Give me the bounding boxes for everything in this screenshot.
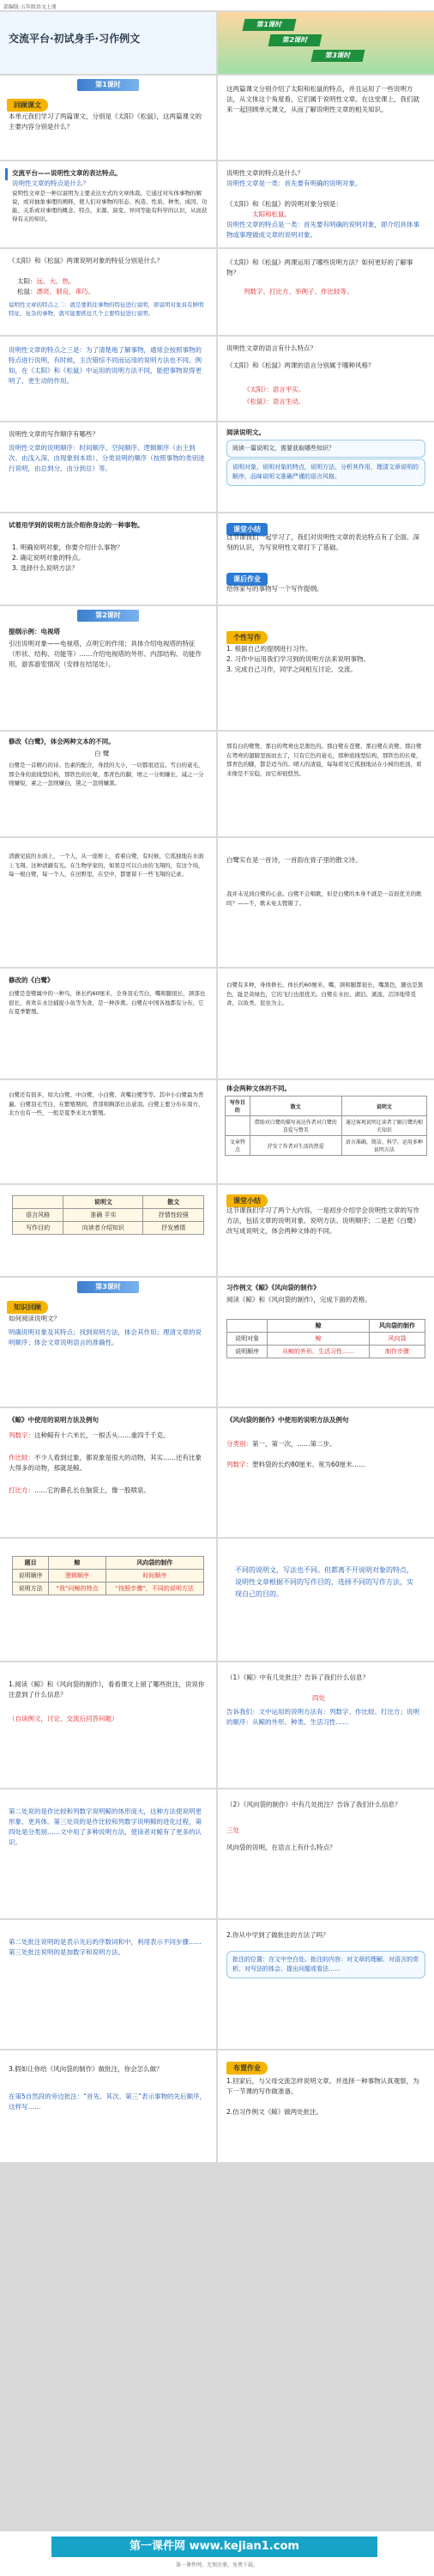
whale-notes-count: 四处 — [312, 1694, 325, 1702]
slide-knowledge — [0, 1278, 216, 1406]
homework-item-1: 1.回家后，与父母交流怎样说明文章。并选择一种事物认真观察，为下一节课的写作做准备。 — [226, 2077, 419, 2095]
cover-slide — [0, 12, 216, 74]
compare-title: 体会两种文体的不同。 — [226, 1084, 291, 1092]
whale-method-3: 打比方：……它的鼻孔长在脑袋上，像一股喷泉。 — [9, 1486, 150, 1494]
slide-compare-table — [218, 1080, 434, 1183]
slide-feature3 — [0, 337, 216, 421]
slide-egret2 — [0, 838, 216, 967]
slide-methods — [218, 249, 434, 335]
tag-homework: 课后作业 — [226, 573, 268, 586]
exchange-right-a3: 说明性文章的特点是一类：首先要有明确的说明对象，即介绍具体事物或事理做成文章的说明对象。 — [226, 221, 419, 239]
whale-methods-title: 《鲸》中使用的说明方法及例句 — [9, 1416, 99, 1424]
summary2-text: 这节课我们学习了两个大内容，一是初步介绍学会说明性文章的写作方法，包括文章的说明对象、说明方法、说明顺序；二是把《白鹭》改写成说明文，体会两种文体的不同。 — [226, 1206, 419, 1235]
examples-q: 阅读《鲸》和《风向袋的制作》，完成下面的表格。 — [226, 1296, 371, 1303]
compare-left: 白鹭还有很多，如大白鹭、中白鹭、小白鹭、黄嘴白鹭等等。其中小白鹭最为普遍。白鹭羽毛雪白，在繁殖期间，背部和胸部长出蓑羽。白鹭主要分布在南方，北方也有一些，一般是夏季来北方繁殖。 — [9, 1091, 204, 1116]
revised-body: 白鹭是苍鹭属中的一种鸟，体长约60厘米，全身羽毛雪白，嘴和腿很长，颈部也很长，喜欢在水边捕捉小鱼等为食，是一种涉禽。白鹭在中国各地都有分布，它在夏季繁殖。 — [9, 990, 206, 1015]
sun-lang: 语言平实。 — [272, 386, 305, 393]
windsock-notes-q: （2）《风向袋的制作》中有几处批注？告诉了我们什么信息？ — [226, 1801, 401, 1808]
egret2-right-a: 我并未见到白鹭的心意。白鹭不会唱歌，但是白鹭的本身不就是一首很优美的歌吗？——不，歌未免太铿锵了。 — [226, 890, 422, 907]
ribbon-lesson-2: 第2课时 — [268, 34, 322, 46]
annotation-q: 1.阅读《鲸》和《风向袋的制作》，看看课文上留了哪些批注，说说你注意到了什么信息？ — [9, 1680, 205, 1698]
slide-features — [0, 249, 216, 335]
lesson-banner-2: 第2课时 — [77, 610, 139, 622]
slide-revised-right — [218, 969, 434, 1078]
slide-egret — [0, 732, 216, 836]
practice-item-2: 2. 确定说明对象的特点。 — [12, 554, 85, 562]
knowledge-q: 如何阅读说明文？ — [9, 1315, 60, 1322]
tag-knowledge: 知识回顾 — [7, 1301, 48, 1314]
slide-annotation-q — [0, 1662, 216, 1788]
revised-right: 白鹭有多种，身体修长。体长约60厘米，嘴、颈和腿都很长，嘴黑色，腿也是黑色，趾是黄绿色，它的飞行也很优美。白鹭在水田、湖泊、溪流、沼泽地带觅食，以鱼类、昆虫为主。 — [226, 981, 424, 1006]
try-notes-q: 3.假如让你给《风向袋的制作》做批注，你会怎么做？ — [9, 2065, 163, 2073]
slide-note-method — [218, 1920, 434, 2049]
reading-a: 说明对象，说明对象的特点，说明方法、分析其作用，理清文章说明的顺序，品味说明文准确严谨的语言风格。 — [226, 459, 425, 486]
windsock-notes-b: 风向袋的说明，在语言上有什么特点？ — [226, 1844, 336, 1851]
header-label: 部编版·五年级语文上册 — [0, 0, 434, 10]
sun-features: 远、大、热。 — [36, 277, 75, 285]
language-q: 说明性文章的语言有什么特点？ — [226, 344, 316, 352]
egret-title: 修改《白鹭》，体会两种文本的不同。 — [9, 738, 115, 745]
compare-table: 写作目的 散文 说明文 借助对白鹭的描写表达作者对白鹭的喜爱与赞美 通过客观说明让读者了解白鹭的相关知识 文章特点 抒发了作者对生活的热爱 语言准确、简洁、科学，运用多种说明方法 — [225, 1096, 427, 1156]
slide-whale-methods — [0, 1408, 216, 1537]
tag-review: 回顾课文 — [7, 99, 48, 112]
knowledge-body: 明确说明对象及其特点；找到说明方法，体会其作用；理清文章的说明顺序；体会文章说明语言的准确性。 — [9, 1328, 202, 1346]
egret-right: 那有白的鹭鸶，那白的鸳鸯也是黑色的。那白鹭在苍鹭、那白鹭在黄鹭、那白鹭在鸳鸯的翅膀里面而去了，只有它色的蓑毛，那种流线型结构，那铁色的长喙，那青色的脚，都是适当的。晴天的清晨，每每看见它孤独地站在小树的绝顶，看来像是不安稳，而它却很悠然。 — [226, 743, 422, 777]
exchange-right-a1: 说明性文章是一类：首先要有明确的说明对象。 — [226, 179, 362, 187]
style-table: 说明文 散文 语言风格 准确 平实 抒情性较强 写作目的 向读者介绍知识 抒发感情 — [12, 1195, 204, 1235]
writing-item-1: 1. 根据自己的提纲进行习作。 — [226, 645, 312, 653]
whale-method-1: 列数字：这种鲸有十六米长，一根舌头……重四千千克。 — [9, 1431, 170, 1439]
squirrel-lang-label: 《松鼠》： — [244, 398, 273, 405]
methods-answer: 列数字、打比方、举例子、作比较等。 — [244, 288, 353, 295]
exchange-title: 交流平台——说明性文章的表达特点。 — [12, 169, 122, 177]
summary1-text: 这节课我们一起学习了，我们对说明性文章的表达特点有了全面、深刻的认识，为写说明性文章打下了基础。 — [226, 533, 419, 551]
title-bar — [5, 168, 8, 180]
cover-ribbons-slide — [218, 12, 434, 74]
practice-q: 试着用学到的说明方法介绍你身边的一种事物。 — [9, 521, 144, 529]
order-table: 题目 鲸 风向袋的制作 说明顺序 逻辑顺序 时间顺序 说明方法 “我”问鲸的特点 “按照步骤”，不同的说明方法 — [12, 1556, 204, 1595]
methods-q: 《太阳》和《松鼠》两课运用了哪些说明方法？如何更好的了解事物？ — [226, 258, 413, 276]
order-body: 说明性文章的说明顺序：时间顺序、空间顺序、逻辑顺序（由主到次、由浅入深、由现象到本质）、分类说明的顺序（按照事物的类别进行说明，由总到分、由分到总）等。 — [9, 444, 205, 472]
lesson-banner-3: 第3课时 — [77, 1281, 139, 1293]
outline-title: 提纲示例：电视塔 — [9, 628, 60, 635]
feature3-body: 说明性文章的特点之三是：为了清楚地了解事物，通常会按照事物的特点进行说明，有时候，主次错综不同而运用的说明方法也不同。例如，在《太阳》和《松鼠》中运用的说明方法不同，能把事物说得更明了、更生动的作用。 — [9, 346, 202, 385]
squirrel-label: 松鼠： — [17, 288, 37, 295]
language-a: 《太阳》和《松鼠》两课的语言分别属于哪种风格？ — [226, 361, 375, 369]
practice-item-1: 1. 明确说明对象，你要介绍什么事物？ — [12, 544, 124, 551]
notes-detail-2: 第二处批注说明的是表示先后的序数词和中，利用表示不同步骤……第三处批注说明的是加数字和说明方法。 — [9, 1938, 202, 1956]
tag-summary-2: 课堂小结 — [226, 1194, 268, 1207]
slide-egret-right — [218, 732, 434, 836]
slide-notes-detail-2 — [0, 1920, 216, 2049]
features-body: 说明性文章的特点之二：就是要抓住事物的特征进行说明，即说明对象具有鲜明特征，复杂的事物，就可能要抓住几个主要特征进行说明。 — [9, 301, 204, 317]
tag-homework-2: 布置作业 — [226, 2062, 268, 2075]
exchange-right-a2: 《太阳》和《松鼠》的说明对象分别是： — [226, 200, 342, 208]
slide-order-table — [0, 1539, 216, 1661]
writing-item-3: 3. 完成自己习作，同学之间相互讨论、交流。 — [226, 665, 358, 673]
slide-notes-detail — [0, 1789, 216, 1918]
slide-summary2 — [218, 1185, 434, 1276]
writing-note: 不同的说明文，写法也不同。但都离不开说明对象的特点，说明性文章根据不同的写作目的，选择不同的写作方法，实现自己的目的。 — [235, 1566, 413, 1598]
windsock-method-2: 列数字：塑料袋的长约80厘米、宽为60厘米…… — [226, 1461, 365, 1468]
practice-item-3: 3. 选择什么说明方法？ — [12, 564, 79, 572]
tag-summary: 课堂小结 — [226, 523, 268, 536]
squirrel-features: 漂亮、驯良、乖巧。 — [36, 288, 94, 295]
slide-practice — [0, 513, 216, 605]
review-right-text: 这两篇课文分别介绍了太阳和松鼠的特点，并且运用了一些说明方法，从文体这个角度看，它们属于说明性文章。在这堂课上，我们就来一起回顾单元课文，从而了解说明性文章的相关知识。 — [226, 85, 419, 113]
slide-examples — [218, 1278, 434, 1406]
whale-method-2: 作比较：不少人看到过象，都说象是很大的动物，其实……还有比象大得多的动物，那就是鲸。 — [9, 1454, 202, 1472]
features-q: 《太阳》和《松鼠》两课说明对象的特征分别是什么？ — [9, 257, 163, 264]
examples-title: 习作例文《鲸》《风向袋的制作》 — [226, 1284, 320, 1291]
egret-subtitle: 白 鹭 — [94, 750, 110, 757]
whale-notes-q: （1）《鲸》中有几处批注？告诉了我们什么信息？ — [226, 1674, 370, 1681]
slide-reading — [218, 422, 434, 512]
egret2-left: 清澈见底的水面上，一个人，从一座桥上，看着白鹭，有时候，它孤独地在水面上飞翔。这种清澈有光。在生物学家的，如果是可以自由的飞翔的，有这个场，每一根白鹭，每一个人，在田野里，在空中，都要留下一些飞翔的记录。 — [9, 853, 204, 878]
slide-windsock-notes — [218, 1789, 434, 1918]
slide-exchange-right — [218, 161, 434, 247]
squirrel-lang: 语言生动。 — [272, 398, 305, 405]
slide-writing-note — [218, 1539, 434, 1661]
footer-caption: 第一课件网，无须注册，免费下载。 — [175, 2562, 258, 2568]
homework1-text: 给你家写的事物写一个写作提纲。 — [226, 585, 323, 592]
review-text: 本单元我们学习了两篇课文，分别是《太阳》《松鼠》，这两篇课文的主要内容分别是什么？ — [9, 112, 202, 131]
slide-egret2-right — [218, 838, 434, 967]
annotation-hint: （自读例文，讨论、交流后回答问题） — [9, 1715, 118, 1722]
slide-writing — [218, 606, 434, 730]
slide-exchange — [0, 161, 216, 247]
reading-q: 阅读一篇说明文，需要获取哪些知识？ — [226, 440, 425, 458]
tag-writing: 个性写作 — [226, 631, 268, 644]
slide-whale-notes — [218, 1662, 434, 1788]
lesson-banner: 第1课时 — [77, 79, 139, 91]
slide-outline — [0, 606, 216, 730]
egret2-right: 白鹭实在是一首诗，一首韵在骨子里的散文诗。 — [226, 856, 362, 864]
slide-order — [0, 422, 216, 512]
examples-table: 鲸 风向袋的制作 说明对象 鲸 风向袋 说明顺序 从鲸的外形、生活习性…… 制作步骤 — [226, 1319, 425, 1358]
exchange-right-q: 说明性文章的特点是什么？ — [226, 169, 304, 177]
ribbon-lesson-3: 第3课时 — [311, 50, 365, 62]
sun-lang-label: 《太阳》： — [244, 386, 273, 393]
slide-revised — [0, 969, 216, 1078]
writing-item-2: 2. 习作中运用我们学习到的说明方法来说明事物。 — [226, 655, 371, 663]
exchange-q: 说明性文章的特点是什么？ — [12, 179, 89, 187]
reading-heading: 阅读说明文。 — [226, 428, 265, 436]
site-logo[interactable]: 第一课件网 www.kejian1.com — [51, 2537, 377, 2557]
egret-body: 白鹭是一首精巧的诗。色素的配合，身段的大小，一切都很适宜。雪白的蓑毛，那全身的流线型结构，那铁色的长喙，那青色的脚，增之一分则嫌长，减之一分则嫌短，素之一忽则嫌白，黛之一忽则嫌黑。 — [9, 762, 204, 787]
slide-homework — [218, 2050, 434, 2162]
order-q: 说明性文章的写作顺序有哪些？ — [9, 430, 99, 438]
slide-summary1 — [218, 513, 434, 605]
footer — [0, 2531, 434, 2576]
homework-item-2: 2.仿习作例文《鲸》做两处批注。 — [226, 2108, 323, 2116]
exchange-body: 说明性文章是一种以说明为主要表达方式的文章体裁。它通过对实体事物的解说，或对抽象事理的阐释，使人们对事物的形态、构造、性质、种类、成因、功能、关系或对事理的概念、特点、来源、演变、异同等能有科学的认识，从而获得有关的知识。 — [12, 190, 208, 222]
revised-title: 修改的《白鹭》 — [9, 976, 54, 984]
exchange-right-ans: 太阳和松鼠。 — [252, 210, 291, 218]
whale-notes-a: 告诉我们：文中运用的说明方法有：列数字、作比较、打比方；说明的顺序：从鲸的外形、种类、生活习性…… — [226, 1708, 419, 1726]
try-notes-a: 在第5自然段的旁边批注：“首先、其次、第三”表示事物的先后顺序，这样写…… — [9, 2093, 207, 2111]
windsock-methods-title: 《风向袋的制作》中使用的说明方法及例句 — [226, 1416, 349, 1424]
windsock-notes-count: 三处 — [226, 1826, 239, 1834]
notes-detail: 第二处说的是作比较和列数字说明鲸的体形庞大，这种方法使说明更形象、更具体。第三处说的是作比较和列数字说明鲸的进化过程，第四处是分类别……文中用了多种说明方法，使读者对鲸有了更多的认识。 — [9, 1807, 202, 1846]
ribbon-lesson-1: 第1课时 — [243, 19, 297, 31]
cover-title: 交流平台·初试身手·习作例文 — [9, 33, 141, 45]
windsock-method-1: 分类别：第一，第一次，……第二步。 — [226, 1440, 336, 1448]
slide-review-right — [218, 76, 434, 160]
slide-language — [218, 337, 434, 421]
outline-body: 引出说明对象——电视塔，点明它的作用；具体介绍电视塔的特征（形状、结构、功能等）……介绍电视塔的外形、内部结构、功能作用，游客游览情况（安排在结尾处）。 — [9, 640, 202, 668]
slide-windsock-methods — [218, 1408, 434, 1537]
slide-style-table — [0, 1185, 216, 1276]
slide-review-lessons — [0, 76, 216, 160]
note-method-a: 批注的位置：在文中空白处。批注的内容：对文章的理解、对语言的赏析、对写法的体会、提出问题或看法…… — [226, 1951, 425, 1978]
sun-label: 太阳： — [17, 277, 37, 285]
note-method-q: 2.你从中学到了做批注的方法了吗？ — [226, 1931, 329, 1939]
slide-try-notes — [0, 2050, 216, 2162]
slide-compare-left — [0, 1080, 216, 1183]
